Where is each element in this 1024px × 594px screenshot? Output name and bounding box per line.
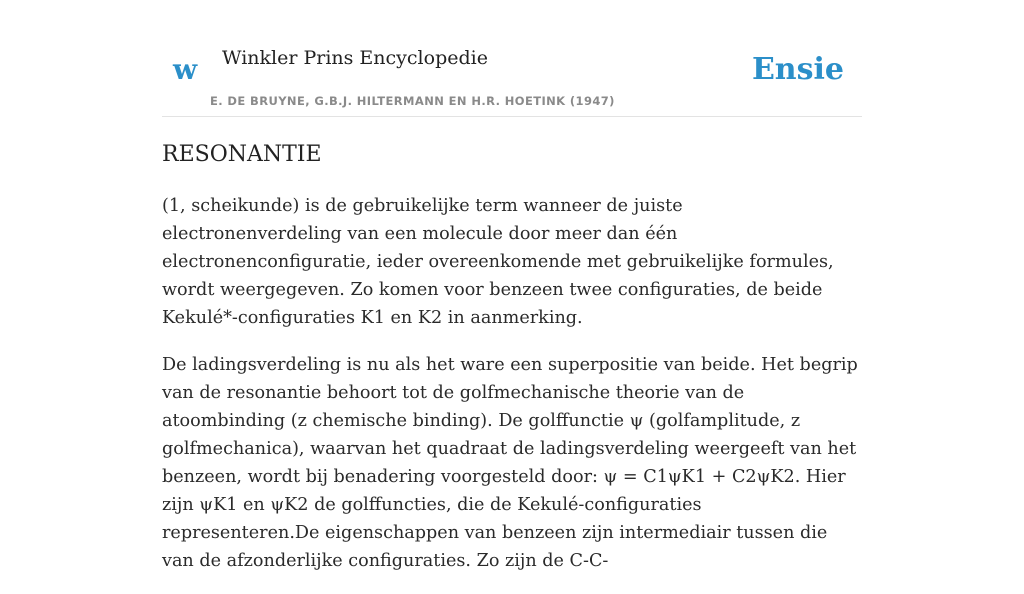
- source-logo[interactable]: w: [173, 53, 198, 86]
- source-title[interactable]: Winkler Prins Encyclopedie: [222, 47, 488, 69]
- article-paragraph: (1, scheikunde) is de gebruikelijke term wanneer de juiste electronenverdeling van een molecule door meer dan één electronenconfiguratie, ieder overeenkomende met gebruikelijke formules, wordt weergegeven. Zo komen voor benzeen twee configuraties, de beide Kekulé*-configuraties K1 en K2 in aanmerking.: [162, 196, 834, 328]
- brand-logo[interactable]: Ensie: [751, 52, 844, 87]
- source-header: [162, 0, 862, 117]
- headword-title: RESONANTIE: [162, 142, 322, 167]
- article-paragraph: De ladingsverdeling is nu als het ware een superpositie van beide. Het begrip van de resonantie behoort tot de golfmechanische theorie van de atoombinding (z chemische binding). De golffunctie ψ (golfamplitude, z golfmechanica), waarvan het quadraat de ladingsverdeling weergeeft van het benzeen, wordt bij benadering voorgesteld door: ψ = C1ψK1 + C2ψK2. Hier zijn ψK1 en ψK2 de golffuncties, die de Kekulé-configuraties representeren.De eigenschappen van benzeen zijn intermediair tussen die van de afzonderlijke configuraties. Zo zijn de C-C-: [162, 355, 858, 571]
- article-body: [162, 192, 862, 594]
- source-authors: E. DE BRUYNE, G.B.J. HILTERMANN EN H.R. HOETINK (1947): [210, 94, 615, 108]
